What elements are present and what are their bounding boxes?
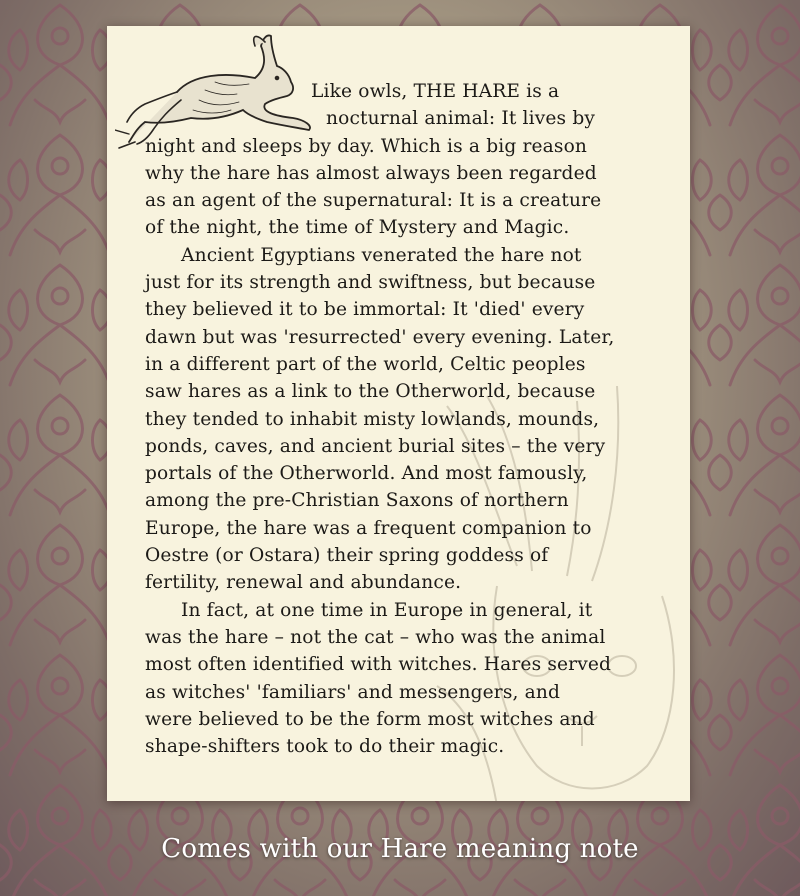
note-line: Like owls, THE HARE is a — [311, 81, 560, 102]
note-line: as witches' 'familiars' and messengers, and — [145, 681, 561, 703]
note-line: most often identified with witches. Hares served — [145, 654, 612, 676]
note-line: saw hares as a link to the Otherworld, because — [145, 381, 596, 403]
note-line: in a different part of the world, Celtic peoples — [145, 353, 586, 375]
note-line: fertility, renewal and abundance. — [145, 572, 462, 594]
note-line: of the night, the time of Mystery and Magic. — [145, 217, 570, 239]
note-line: portals of the Otherworld. And most famously, — [145, 463, 588, 485]
note-line: why the hare has almost always been regarded — [145, 162, 597, 184]
note-line: was the hare – not the cat – who was the animal — [145, 626, 606, 648]
note-line: just for its strength and swiftness, but because — [145, 272, 596, 294]
note-caption: Comes with our Hare meaning note — [161, 834, 639, 864]
note-line: dawn but was 'resurrected' every evening. Later, — [145, 326, 615, 348]
note-line: they believed it to be immortal: It 'died' every — [145, 299, 585, 321]
note-line: In fact, at one time in Europe in general, it — [181, 599, 593, 621]
note-line: as an agent of the supernatural: It is a creature — [145, 190, 602, 212]
note-line: Ancient Egyptians venerated the hare not — [181, 244, 582, 266]
note-line: shape-shifters took to do their magic. — [145, 736, 505, 758]
hare-meaning-note — [107, 26, 690, 801]
note-line: were believed to be the form most witches and — [145, 708, 595, 730]
note-body-text — [145, 78, 685, 760]
note-line: among the pre-Christian Saxons of northern — [145, 490, 569, 512]
note-line: night and sleeps by day. Which is a big reason — [145, 135, 588, 157]
note-line: Europe, the hare was a frequent companion to — [145, 517, 592, 539]
note-line: Oestre (or Ostara) their spring goddess of — [145, 545, 549, 567]
note-line: nocturnal animal: It lives by — [326, 108, 596, 130]
note-line: ponds, caves, and ancient burial sites – the very — [145, 435, 606, 457]
note-line: they tended to inhabit misty lowlands, mounds, — [145, 408, 600, 430]
